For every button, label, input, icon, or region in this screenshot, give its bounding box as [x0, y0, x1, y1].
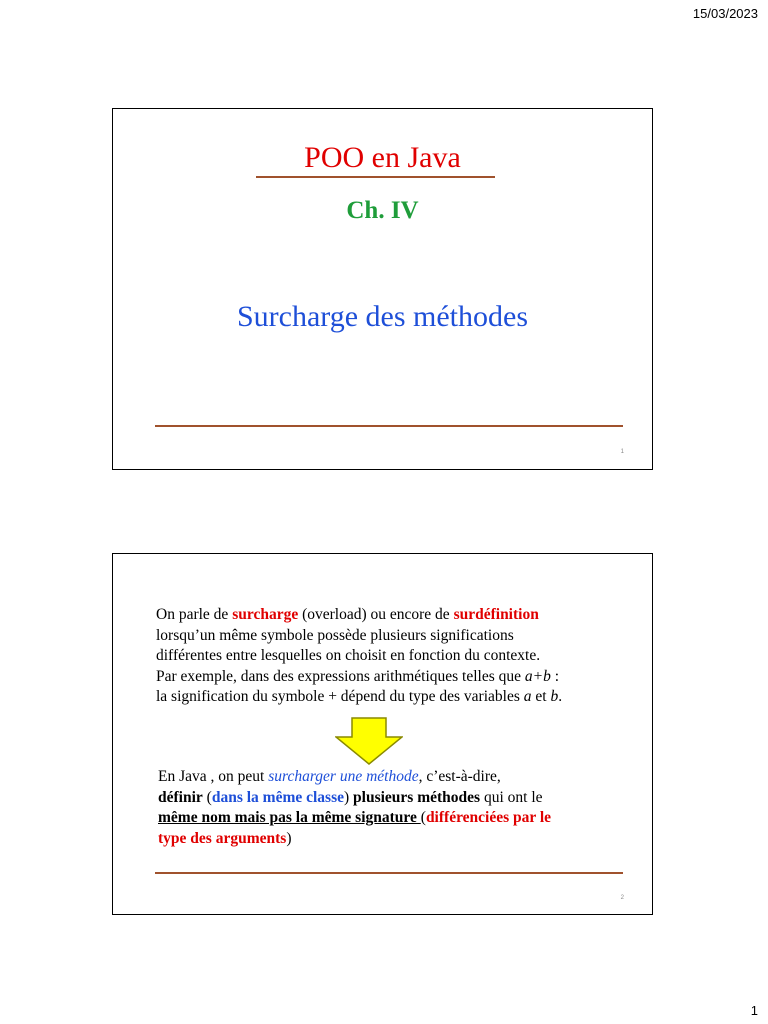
title-underline — [256, 176, 495, 178]
text-line: Par exemple, dans des expressions arithmétiques telles que a+b : — [156, 667, 560, 685]
text-line: même nom mais pas la même signature (différenciées par le — [158, 809, 552, 826]
term-surdefinition: surdéfinition — [453, 606, 539, 623]
java-overload-paragraph — [158, 767, 551, 849]
definition-paragraph — [156, 605, 562, 708]
slide-1 — [112, 108, 653, 470]
slide-2 — [112, 553, 653, 915]
bottom-rule — [155, 872, 623, 874]
page-number: 1 — [750, 1003, 758, 1018]
down-arrow-icon — [335, 717, 403, 765]
bottom-rule — [155, 425, 623, 427]
slide-number: 2 — [620, 895, 624, 901]
chapter-label: Ch. IV — [346, 197, 419, 224]
text-line: la signification du symbole + dépend du type des variables a et b. — [156, 688, 563, 705]
text-line: définir (dans la même classe) plusieurs méthodes qui ont le — [158, 788, 543, 806]
text-line: type des arguments) — [158, 829, 292, 847]
text-line: différentes entre lesquelles on choisit en fonction du contexte. — [156, 647, 541, 664]
text-line: En Java , on peut surcharger une méthode, c’est-à-dire, — [158, 768, 501, 785]
print-date: 15/03/2023 — [692, 6, 758, 21]
term-surcharger: surcharger une méthode — [268, 768, 419, 785]
term-surcharge: surcharge — [232, 606, 299, 623]
text-line: lorsqu’un même symbole possède plusieurs significations — [156, 626, 514, 644]
slide-subtitle: Surcharge des méthodes — [236, 300, 529, 333]
text-line: On parle de surcharge (overload) ou encore de surdéfinition — [156, 606, 539, 623]
slide-title: POO en Java — [304, 141, 461, 174]
slide-number: 1 — [620, 449, 624, 455]
